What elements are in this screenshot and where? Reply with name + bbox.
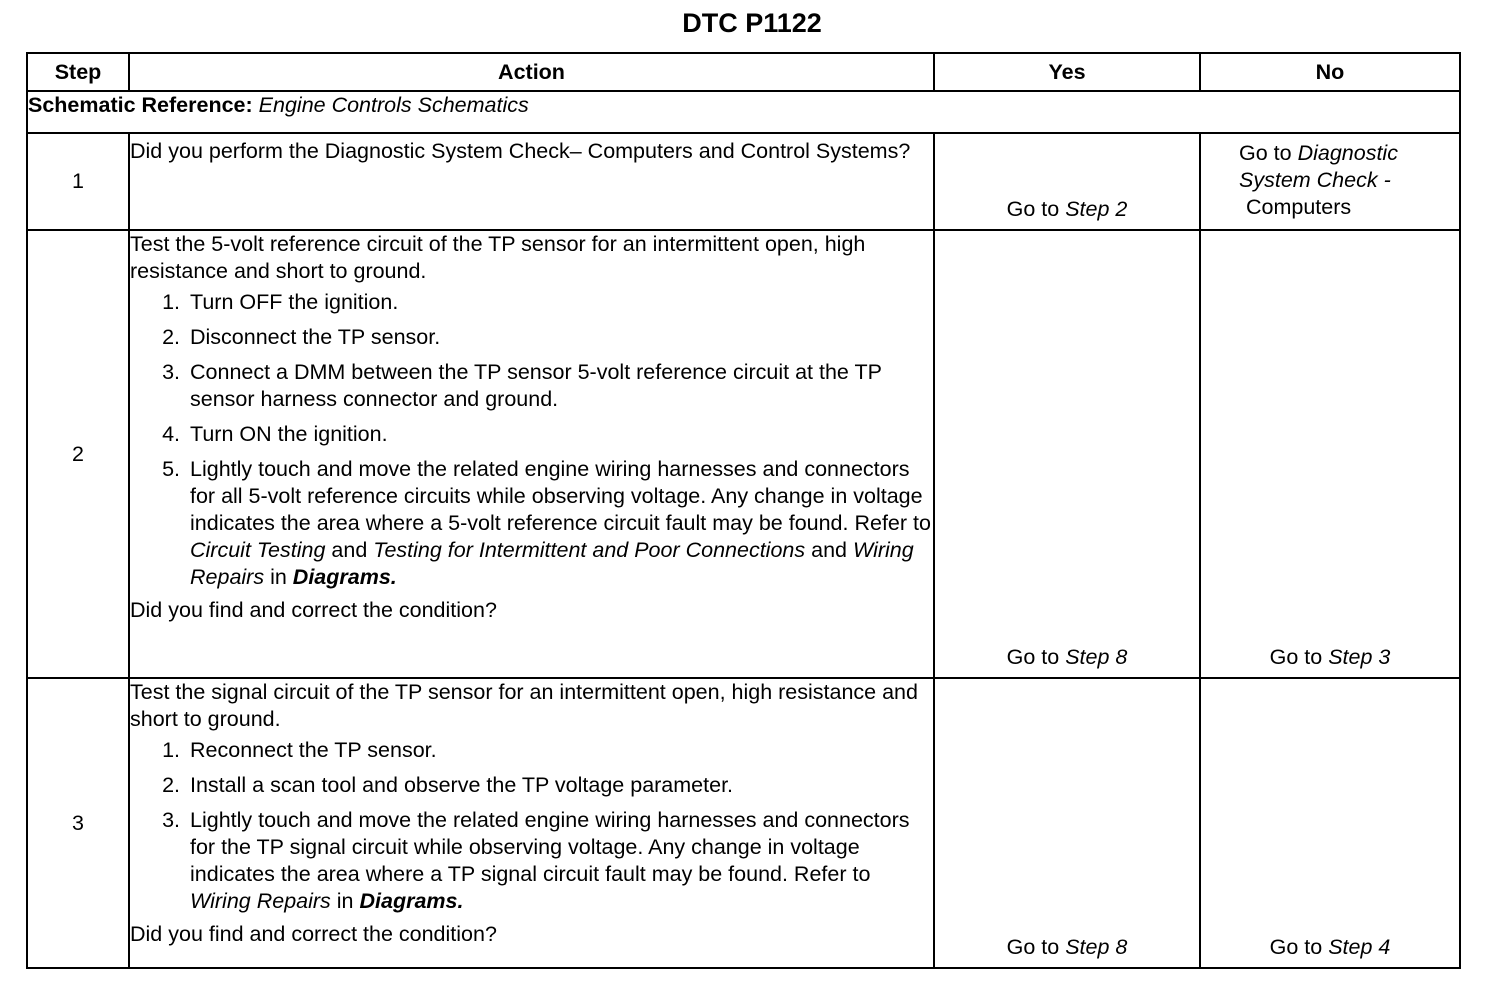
list-item [186, 456, 933, 591]
substep-text: and [331, 538, 368, 562]
goto-link[interactable]: Diagnostic System Check - [1239, 141, 1398, 192]
ref-link[interactable]: Diagrams. [359, 889, 464, 913]
goto-link[interactable]: Step 8 [1065, 645, 1128, 669]
action-intro: Test the 5-volt reference circuit of the TP sensor for an intermittent open, high resistance and short to ground. [130, 232, 866, 283]
no-cell [1200, 133, 1460, 230]
header-action: Action [129, 53, 934, 91]
action-intro: Test the signal circuit of the TP sensor for an intermittent open, high resistance and short to ground. [130, 680, 918, 731]
ref-link[interactable]: Diagrams. [292, 565, 397, 589]
goto-prefix: Go to [1006, 197, 1060, 221]
header-row [27, 53, 1460, 91]
goto-link[interactable]: Step 2 [1065, 197, 1128, 221]
no-cell [1200, 678, 1460, 968]
goto-link[interactable]: Step 3 [1328, 645, 1391, 669]
list-item: 1. Turn OFF the ignition. [186, 289, 933, 316]
yes-goto [935, 934, 1199, 961]
goto-suffix: Computers [1246, 195, 1352, 219]
step-number: 2 [27, 230, 129, 678]
yes-cell [934, 230, 1200, 678]
yes-cell [934, 133, 1200, 230]
substep-list [130, 737, 933, 915]
header-yes: Yes [934, 53, 1200, 91]
header-step: Step [27, 53, 129, 91]
page-title: DTC P1122 [682, 8, 822, 38]
header-no: No [1200, 53, 1460, 91]
goto-prefix: Go to [1269, 645, 1323, 669]
list-item [186, 807, 933, 915]
goto-prefix: Go to [1269, 935, 1323, 959]
substep-list [130, 289, 933, 591]
schematic-reference [27, 91, 1460, 133]
goto-link[interactable]: Step 4 [1328, 935, 1391, 959]
schematic-row [27, 91, 1460, 133]
list-item: 2. Disconnect the TP sensor. [186, 324, 933, 351]
table-row [27, 230, 1460, 678]
schematic-label: Schematic Reference: [28, 93, 253, 117]
action-text: Did you perform the Diagnostic System Check– Computers and Control Systems? [130, 139, 911, 163]
yes-goto [935, 196, 1199, 223]
yes-goto [935, 644, 1199, 671]
goto-prefix: Go to [1006, 645, 1060, 669]
schematic-link[interactable]: Engine Controls Schematics [258, 93, 529, 117]
list-item: 1. Reconnect the TP sensor. [186, 737, 933, 764]
substep-text: Lightly touch and move the related engine wiring harnesses and connectors for the TP signal circuit while observing voltage. Any change in voltage indicates the area where a TP signal circuit fault may be found. Refer to [190, 808, 910, 886]
substep-text: in [336, 889, 354, 913]
substep-text: and [811, 538, 847, 562]
ref-link[interactable]: Wiring Repairs [190, 889, 331, 913]
table-row [27, 133, 1460, 230]
step-number: 3 [27, 678, 129, 968]
ref-link[interactable]: Testing for Intermittent and Poor Connections [373, 538, 806, 562]
yes-cell [934, 678, 1200, 968]
substep-text: Lightly touch and move the related engine wiring harnesses and connectors for all 5-volt reference circuits while observing voltage. Any change in voltage indicates the area where a 5-volt reference circuit fault may be found. Refer to [190, 457, 931, 535]
list-item: 3. Connect a DMM between the TP sensor 5-volt reference circuit at the TP sensor harness connector and ground. [186, 359, 933, 413]
ref-link[interactable]: Wiring Repairs [190, 538, 914, 589]
no-cell [1200, 230, 1460, 678]
table-row [27, 678, 1460, 968]
action-cell [129, 133, 934, 230]
list-item: 2. Install a scan tool and observe the TP voltage parameter. [186, 772, 933, 799]
goto-link[interactable]: Step 8 [1065, 935, 1128, 959]
goto-prefix: Go to [1239, 141, 1292, 165]
dtc-table [26, 52, 1461, 969]
no-goto [1201, 644, 1459, 671]
list-item: 4. Turn ON the ignition. [186, 421, 933, 448]
goto-prefix: Go to [1006, 935, 1060, 959]
step-number: 1 [27, 133, 129, 230]
no-goto [1201, 934, 1459, 961]
question: Did you find and correct the condition? [130, 598, 497, 622]
action-cell [129, 230, 934, 678]
ref-link[interactable]: Circuit Testing [190, 538, 326, 562]
question: Did you find and correct the condition? [130, 922, 497, 946]
substep-text: in [270, 565, 287, 589]
action-cell [129, 678, 934, 968]
no-goto [1239, 140, 1459, 221]
